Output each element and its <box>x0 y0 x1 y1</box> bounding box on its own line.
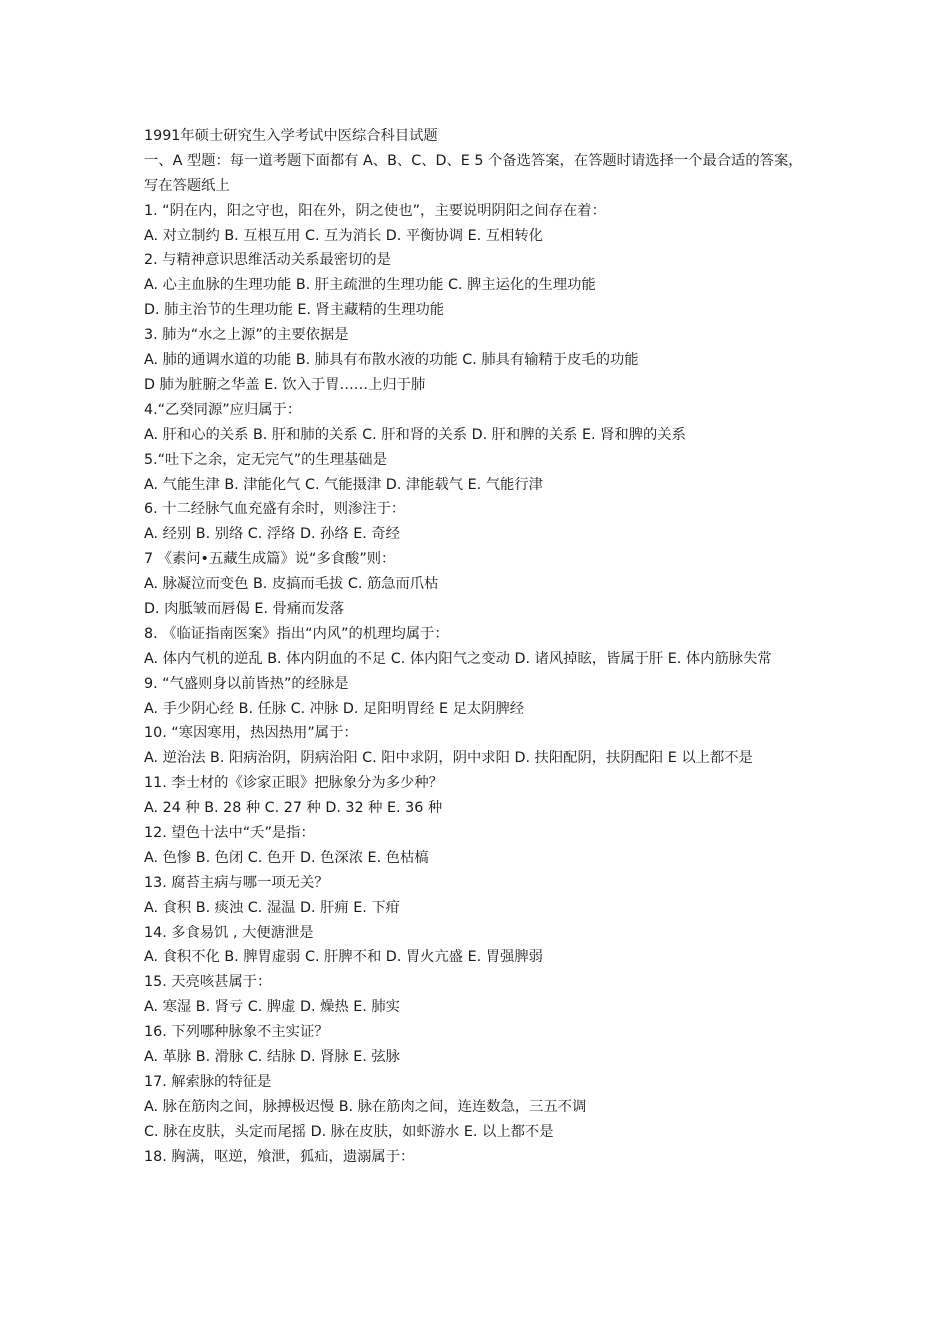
question-18: 18. 胸满，呕逆，飧泄，狐疝，遗溺属于： <box>144 1148 415 1165</box>
question-14-options: A. 食积不化 B. 脾胃虚弱 C. 肝脾不和 D. 胃火亢盛 E. 胃强脾弱 <box>144 949 543 966</box>
question-1: 1. “阴在内，阳之守也，阳在外，阴之使也”，主要说明阴阳之间存在着： <box>144 202 606 219</box>
question-7-options-a: A. 脉凝泣而变色 B. 皮搞而毛拔 C. 筋急而爪枯 <box>144 576 439 593</box>
question-4-options: A. 肝和心的关系 B. 肝和肺的关系 C. 肝和肾的关系 D. 肝和脾的关系 E. 肾和脾的关系 <box>144 426 686 443</box>
question-2-options-b: D. 肺主治节的生理功能 E. 肾主藏精的生理功能 <box>144 302 445 319</box>
question-12: 12. 望色十法中“夭”是指： <box>144 825 315 841</box>
question-9: 9. “气盛则身以前皆热”的经脉是 <box>144 675 349 692</box>
question-17-options-b: C. 脉在皮肤，头定而尾摇 D. 脉在皮肤，如虾游水 E. 以上都不是 <box>144 1123 554 1140</box>
question-6: 6. 十二经脉气血充盛有余时，则渗注于： <box>144 501 406 518</box>
question-17: 17. 解索脉的特征是 <box>144 1073 272 1090</box>
question-12-options: A. 色惨 B. 色闭 C. 色开 D. 色深浓 E. 色枯槁 <box>144 849 429 866</box>
question-4: 4.“乙癸同源”应归属于： <box>144 401 302 418</box>
question-14: 14. 多食易饥 , 大便溏泄是 <box>144 924 314 941</box>
question-5: 5.“吐下之余，定无完气”的生理基础是 <box>144 451 387 468</box>
question-2: 2. 与精神意识思维活动关系最密切的是 <box>144 252 391 269</box>
question-8-options: A. 体内气机的逆乱 B. 体内阴血的不足 C. 体内阳气之变动 D. 诸风掉眩，皆属于肝 E. 体内筋脉失常 <box>144 650 772 667</box>
question-13: 13. 腐苔主病与哪一项无关？ <box>144 874 329 891</box>
section-instructions: 一、A 型题：每一道考题下面都有 A、B、C、D、E 5 个备选答案，在答题时请选择一个最合适的答案，写在答题纸上 <box>144 152 803 194</box>
document-title: 1991年硕士研究生入学考试中医综合科目试题 <box>144 128 438 144</box>
question-11-options: A. 24 种 B. 28 种 C. 27 种 D. 32 种 E. 36 种 <box>144 800 443 817</box>
document-page <box>144 124 814 1169</box>
question-8: 8. 《临证指南医案》指出“内风”的机理均属于： <box>144 625 449 642</box>
question-3-options-b: D 肺为脏腑之华盖 E. 饮入于胃……上归于肺 <box>144 376 426 393</box>
question-7: 7 《素问•五藏生成篇》说“多食酸”则： <box>144 551 396 568</box>
question-3-options-a: A. 肺的通调水道的功能 B. 肺具有布散水液的功能 C. 肺具有输精于皮毛的功能 <box>144 352 639 369</box>
question-3: 3. 肺为“水之上源”的主要依据是 <box>144 327 349 344</box>
question-15-options: A. 寒湿 B. 肾亏 C. 脾虚 D. 燥热 E. 肺实 <box>144 999 400 1016</box>
question-7-options-b: D. 肉胝皱而唇偈 E. 骨痛而发落 <box>144 600 345 617</box>
question-9-options: A. 手少阴心经 B. 任脉 C. 冲脉 D. 足阳明胃经 E 足太阴脾经 <box>144 700 525 717</box>
question-11: 11. 李士材的《诊家正眼》把脉象分为多少种？ <box>144 775 443 792</box>
question-2-options-a: A. 心主血脉的生理功能 B. 肝主疏泄的生理功能 C. 脾主运化的生理功能 <box>144 277 596 294</box>
question-10-options: A. 逆治法 B. 阳病治阴，阴病治阳 C. 阳中求阴，阴中求阳 D. 扶阳配阴，扶阴配阳 E 以上都不是 <box>144 750 753 767</box>
question-13-options: A. 食积 B. 痰浊 C. 湿温 D. 肝痈 E. 下疳 <box>144 899 400 916</box>
question-17-options-a: A. 脉在筋肉之间，脉搏极迟慢 B. 脉在筋肉之间，连连数急，三五不调 <box>144 1098 587 1115</box>
question-5-options: A. 气能生津 B. 津能化气 C. 气能摄津 D. 津能载气 E. 气能行津 <box>144 476 543 493</box>
question-16-options: A. 革脉 B. 滑脉 C. 结脉 D. 肾脉 E. 弦脉 <box>144 1049 400 1066</box>
question-15: 15. 天亮咳甚属于： <box>144 974 272 991</box>
question-1-options: A. 对立制约 B. 互根互用 C. 互为消长 D. 平衡协调 E. 互相转化 <box>144 227 543 244</box>
question-6-options: A. 经别 B. 别络 C. 浮络 D. 孙络 E. 奇经 <box>144 526 400 543</box>
question-16: 16. 下列哪种脉象不主实证？ <box>144 1024 329 1041</box>
question-10: 10. “寒因寒用，热因热用”属于： <box>144 725 358 742</box>
